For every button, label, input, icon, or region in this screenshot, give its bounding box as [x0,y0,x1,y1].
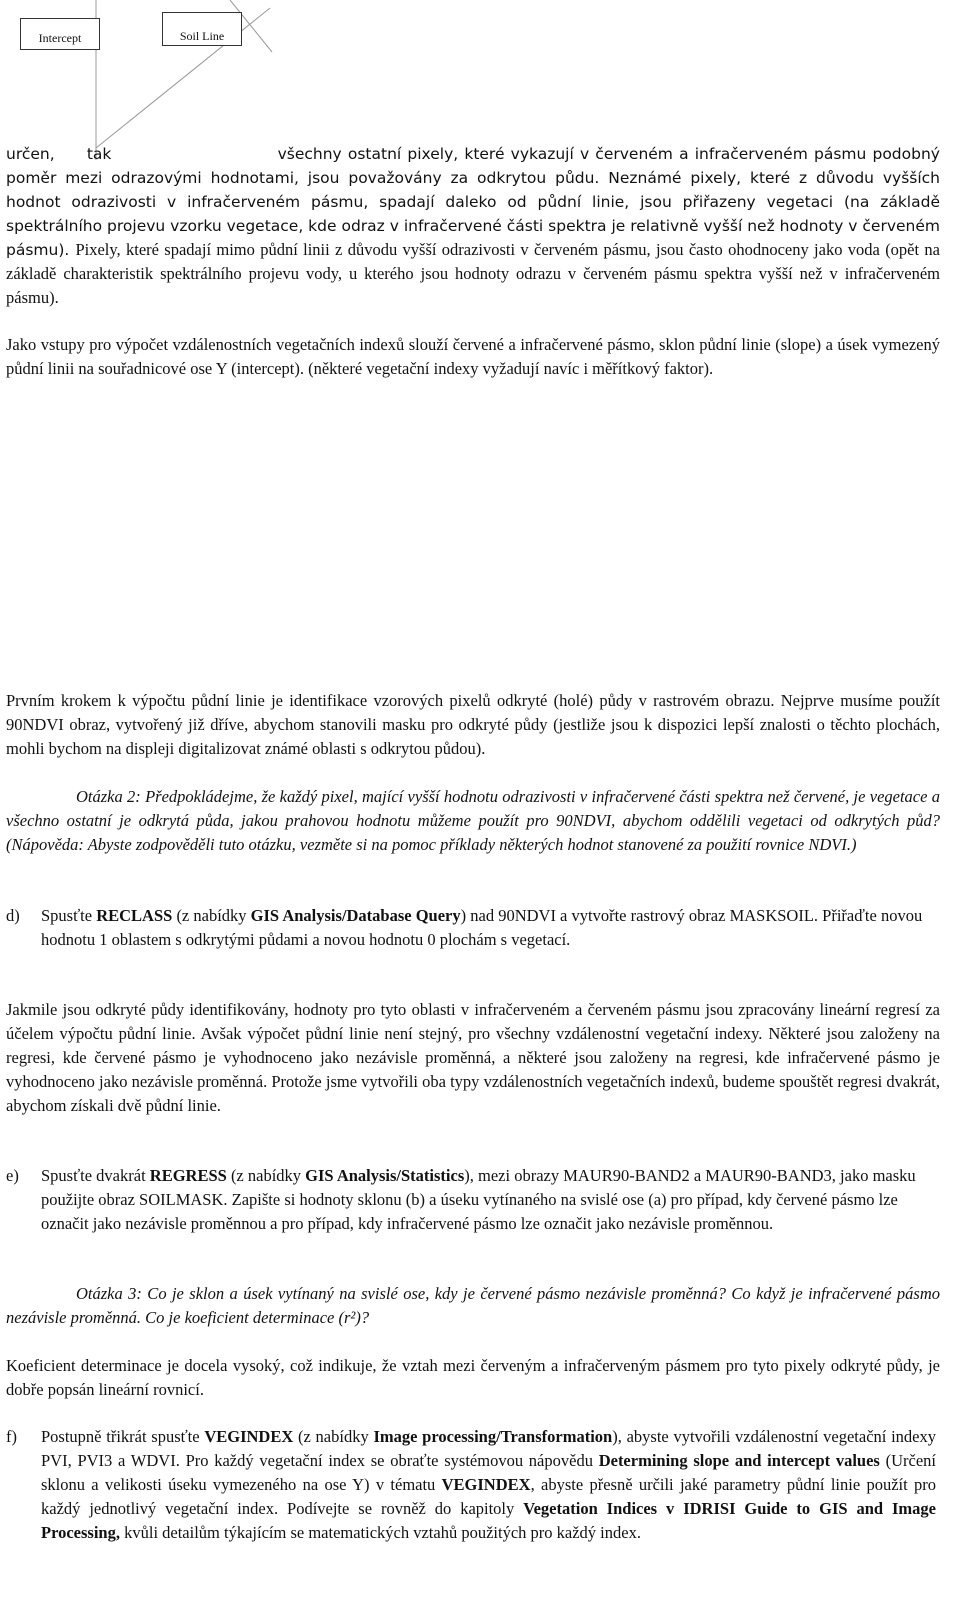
vegindex-topic: VEGINDEX [441,1475,531,1494]
soil-line-label-box [162,12,242,46]
question-3: Otázka 3: Co je sklon a úsek vytínaný na svislé ose, kdy je červené pásmo nezávisle proměnná? Co když je infračervené pásmo nezávisle proměnná. Co je koeficient determinace (r²)? [6,1284,940,1327]
step-f: f) Postupně třikrát spusťte VEGINDEX (z nabídky Image processing/Transformation), abyste vytvořili vzdálenostní vegetační indexy PVI, PVI3 a WDVI. Pro každý vegetační index se obraťte systémovou nápovědu Determining slope and intercept values (Určení sklonu a velikosti úseku vymezeného na ose Y) v tématu VEGINDEX, abyste přesně určili jaké parametry půdní linie použít pro každý jednotlivý vegetační index. Podívejte se rovněž do kapitoly Vegetation Indices v IDRISI Guide to GIS and Image Processing, kvůli detailům týkajícím se matematických vztahů použitých pro každý index. [6,1427,936,1542]
menu-path: GIS Analysis/Statistics [305,1166,465,1185]
question-2: Otázka 2: Předpokládejme, že každý pixel, mající vyšší hodnotu odrazivosti v infračervené části spektra než červené, je vegetace a všechno ostatní je odkrytá půda, jakou prahovou hodnotu můžeme použít pro 90NDVI, abychom oddělili vegetaci od odkrytých půd? (Nápověda: Abyste zodpověděli tuto otázku, vezměte si na pomoc příklady některých hodnot stanovené za použití rovnice NDVI.) [6,787,940,854]
paragraph-soil-classification: určen, tak všechny ostatní pixely, které vykazují v červeném a infračerveném pásmu podobný poměr mezi odrazovými hodnotami, jsou považovány za odkrytou půdu. Neznámé pixely, které z důvodu vyšších hodnot odrazivosti v infračerveném pásmu, spadají daleko od půdní linie, jsou přiřazeny vegetaci (na základě spektrálního projevu vzorku vegetace, kde odraz v infračervené části spektra je relativně vyšší než hodnoty v červeném pásmu). Pixely, které spadají mimo půdní linii z důvodu vyšší odrazivosti v červeném pásmu, jsou často ohodnoceny jako voda (opět na základě charakteristik spektrálního projevu vody, u kterého jsou hodnoty odrazu v červeném pásmu spektra vyšší než v infračerveném pásmu). [6,145,940,307]
step-e: e) Spusťte dvakrát REGRESS (z nabídky GIS Analysis/Statistics), mezi obrazy MAUR90-BAND2 a MAUR90-BAND3, jako masku použijte obraz SOILMASK. Zapište si hodnoty sklonu (b) a úseku vytínaného na svislé ose (a) pro případ, kdy červené pásmo lze označit jako nezávisle proměnnou a pro případ, kdy infračervené pásmo lze označit jako nezávisle proměnnou. [6,1166,916,1233]
intercept-label: Intercept [38,31,82,45]
intercept-label-box [20,18,100,50]
figure-lines [0,0,960,160]
soil-line-label: Soil Line [179,29,225,43]
paragraph-determination: Koeficient determinace je docela vysoký, což indikuje, že vztah mezi červeným a infračerveným pásmem pro tyto pixely odkryté půdy, je dobře popsán lineární rovnicí. [6,1356,940,1399]
vegindex-command: VEGINDEX [204,1427,294,1446]
regress-command: REGRESS [149,1166,227,1185]
menu-path: Image processing/Transformation [373,1427,613,1446]
menu-path: GIS Analysis/Database Query [250,906,461,925]
reclass-command: RECLASS [96,906,173,925]
paragraph-inputs: Jako vstupy pro výpočet vzdálenostních vegetačních indexů slouží červené a infračervené pásmo, sklon půdní linie (slope) a úsek vymezený půdní linii na souřadnicové ose Y (intercept). (některé vegetační indexy vyžadují navíc i měřítkový faktor). [6,335,940,378]
step-d: d) Spusťte RECLASS (z nabídky GIS Analysis/Database Query) nad 90NDVI a vytvořte rastrový obraz MASKSOIL. Přiřaďte novou hodnotu 1 oblastem s odkrytými půdami a novou hodnotu 0 plochám s vegetací. [6,906,923,949]
guide-chapter: Vegetation Indices v IDRISI Guide to GIS and Image Processing, [41,1499,936,1542]
paragraph-regression: Jakmile jsou odkryté půdy identifikovány, hodnoty pro tyto oblasti v infračerveném a červeném pásmu jsou zpracovány lineární regresí za účelem výpočtu půdní linie. Avšak výpočet půdní linie není stejný, pro všechny vzdálenostní vegetační indexy. Některé jsou založeny na regresi, kde červené pásmo je vyhodnoceno jako nezávisle proměnná, a některé jsou založeny na regresi, kde infračervené pásmo je vyhodnoceno jako nezávisle proměnná. Protože jsme vytvořili oba typy vzdálenostních vegetačních indexů, budeme spouštět regresi dvakrát, abychom získali dvě půdní linie. [6,1000,940,1115]
paragraph-first-step: Prvním krokem k výpočtu půdní linie je identifikace vzorových pixelů odkryté (holé) půdy v rastrovém obrazu. Nejprve musíme použít 90NDVI obraz, vytvořený již dříve, abychom stanovili masku pro odkryté půdy (jestliže jsou k dispozici lepší znalosti o těchto plochách, mohli bychom na displeji digitalizovat známé oblasti s odkrytou půdou). [6,691,940,758]
help-topic: Determining slope and intercept values [598,1451,880,1470]
